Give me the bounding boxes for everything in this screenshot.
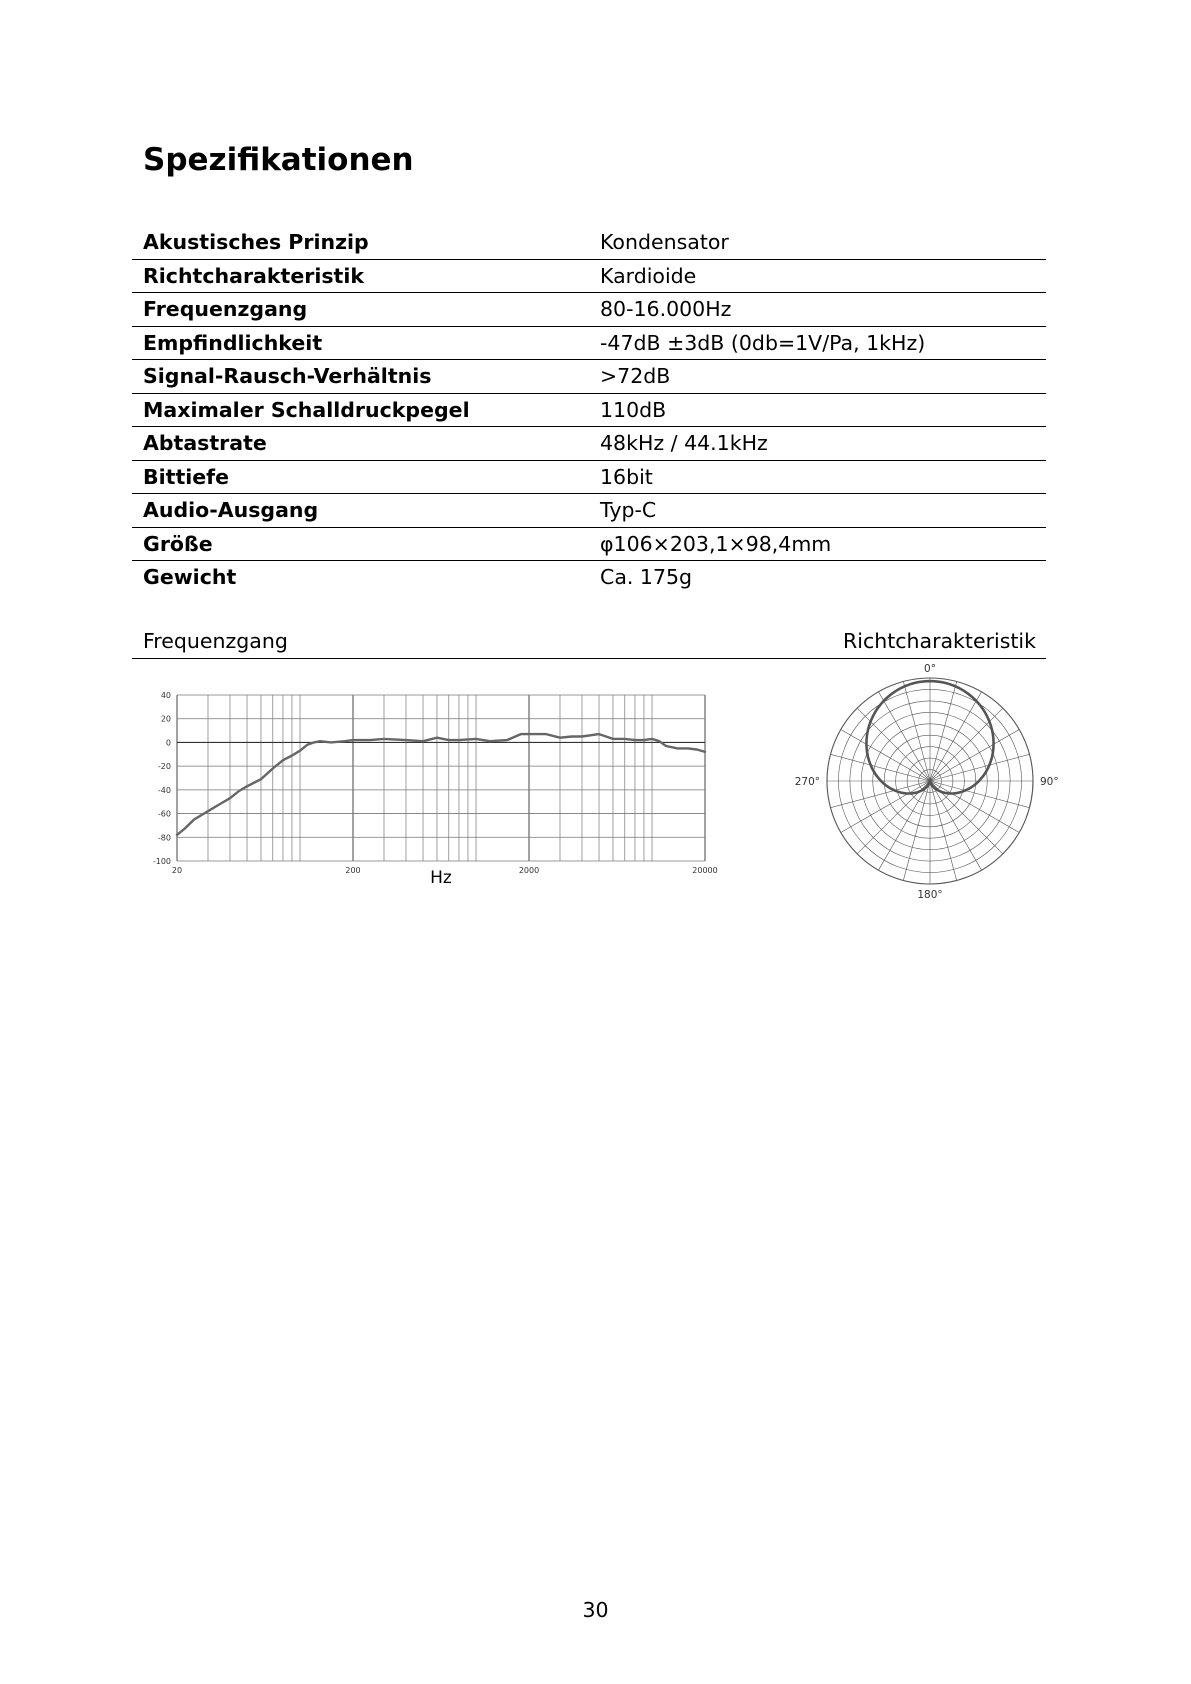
spec-value: Kardioide <box>589 259 1046 293</box>
polar-pattern-label: Richtcharakteristik <box>843 629 1036 653</box>
polar-grid-spoke <box>903 781 930 880</box>
polar-grid-spoke <box>930 781 1029 808</box>
angle-label: 90° <box>1040 776 1059 788</box>
graph-divider <box>132 658 1046 659</box>
angle-label: 180° <box>917 889 943 901</box>
y-tick-label: -60 <box>157 809 171 819</box>
table-row <box>132 427 1046 461</box>
y-tick-label: -20 <box>157 762 171 772</box>
table-row <box>132 494 1046 528</box>
spec-value: 110dB <box>589 393 1046 427</box>
page-number: 30 <box>582 1598 609 1622</box>
table-row <box>132 326 1046 360</box>
spec-key: Bittiefe <box>132 460 589 494</box>
x-tick-label: 20000 <box>692 866 718 875</box>
page-title: Spezifikationen <box>143 142 414 178</box>
spec-value: 16bit <box>589 460 1046 494</box>
y-tick-label: -100 <box>152 857 171 866</box>
spec-key: Gewicht <box>143 565 237 590</box>
spec-value: 80-16.000Hz <box>589 293 1046 327</box>
spec-key: Maximaler Schalldruckpegel <box>132 393 589 427</box>
frequency-response-chart <box>150 680 730 900</box>
polar-grid-spoke <box>857 708 930 781</box>
frequency-response-line <box>177 734 705 835</box>
x-tick-label: 20 <box>171 866 183 875</box>
spec-value: -47dB ±3dB (0db=1V/Pa, 1kHz) <box>589 326 1046 360</box>
table-row <box>132 259 1046 293</box>
polar-grid-spoke <box>930 708 1003 781</box>
spec-key: Empfindlichkeit <box>132 326 589 360</box>
y-tick-label: 20 <box>160 714 171 724</box>
angle-label: 0° <box>924 663 936 675</box>
x-axis-label: Hz <box>430 868 452 888</box>
y-tick-label: -80 <box>157 833 171 843</box>
spec-value: φ106×203,1×98,4mm <box>589 527 1046 561</box>
polar-grid-spoke <box>903 682 930 781</box>
table-row <box>132 561 1046 594</box>
spec-value: Ca. 175g <box>600 565 693 590</box>
y-tick-label: 40 <box>160 691 171 700</box>
spec-key: Akustisches Prinzip <box>132 226 589 259</box>
spec-value: >72dB <box>589 360 1046 394</box>
polar-grid-spoke <box>930 682 957 781</box>
table-row <box>132 527 1046 561</box>
table-row <box>132 393 1046 427</box>
spec-key: Audio-Ausgang <box>132 494 589 528</box>
spec-key: Frequenzgang <box>132 293 589 327</box>
spec-value: Typ-C <box>589 494 1046 528</box>
spec-value: Kondensator <box>589 226 1046 259</box>
spec-key: Signal-Rausch-Verhältnis <box>132 360 589 394</box>
spec-key: Abtastrate <box>132 427 589 461</box>
polar-grid-spoke <box>930 754 1029 781</box>
polar-grid-spoke <box>831 781 930 808</box>
table-row <box>132 360 1046 394</box>
table-row <box>132 293 1046 327</box>
table-row <box>132 226 1046 259</box>
y-tick-label: -40 <box>157 785 171 795</box>
y-tick-label: 0 <box>165 738 171 748</box>
spec-key: Größe <box>132 527 589 561</box>
spec-key: Richtcharakteristik <box>132 259 589 293</box>
x-tick-label: 200 <box>345 866 361 875</box>
x-tick-label: 2000 <box>518 866 540 875</box>
frequency-response-label: Frequenzgang <box>143 629 288 653</box>
polar-grid-spoke <box>930 781 957 880</box>
spec-value: 48kHz / 44.1kHz <box>589 427 1046 461</box>
angle-label: 270° <box>794 776 820 788</box>
table-row <box>132 460 1046 494</box>
polar-grid-spoke <box>831 754 930 781</box>
spec-table <box>132 226 1046 594</box>
polar-pattern-chart <box>790 660 1070 920</box>
